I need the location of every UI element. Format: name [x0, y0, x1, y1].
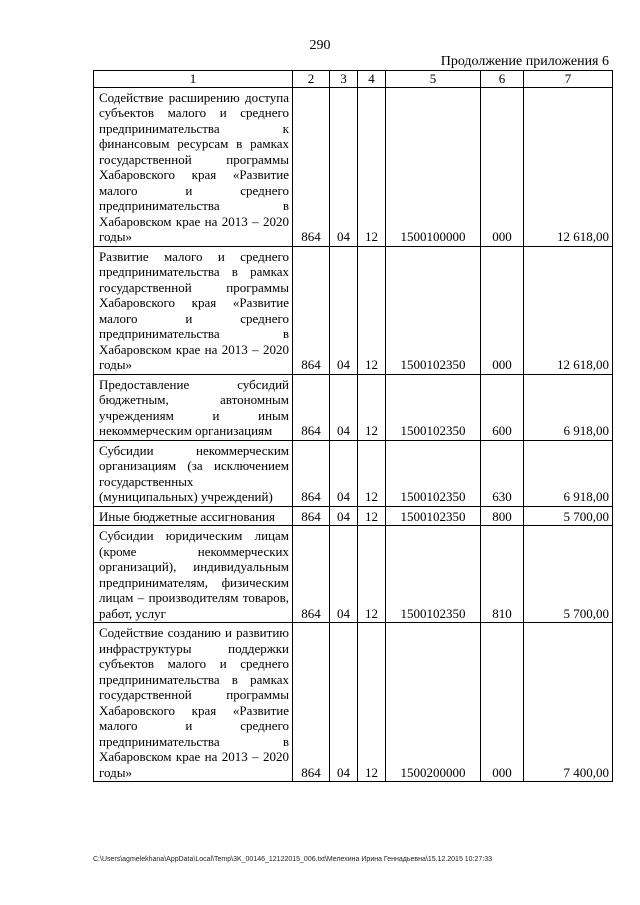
row-ministry-code: 864: [293, 87, 330, 246]
table-row: [94, 440, 613, 506]
row-expense-type: 000: [481, 87, 524, 246]
row-section: 04: [330, 623, 358, 782]
header-col-5: 5: [386, 71, 481, 88]
page-number: 290: [309, 38, 331, 53]
row-ministry-code: 864: [293, 526, 330, 623]
header-col-7: 7: [524, 71, 613, 88]
row-expense-type: 000: [481, 246, 524, 374]
row-ministry-code: 864: [293, 246, 330, 374]
row-section: 04: [330, 506, 358, 526]
row-subsection: 12: [358, 506, 386, 526]
table-row: [94, 506, 613, 526]
row-expense-type: 630: [481, 440, 524, 506]
row-target-article: 1500102350: [386, 246, 481, 374]
header-col-1: 1: [94, 71, 293, 88]
table-row: [94, 526, 613, 623]
row-section: 04: [330, 374, 358, 440]
row-section: 04: [330, 440, 358, 506]
header-col-3: 3: [330, 71, 358, 88]
row-section: 04: [330, 246, 358, 374]
row-expense-type: 800: [481, 506, 524, 526]
row-expense-type: 000: [481, 623, 524, 782]
row-amount: 6 918,00: [524, 440, 613, 506]
row-expense-type: 810: [481, 526, 524, 623]
row-amount: 12 618,00: [524, 246, 613, 374]
row-subsection: 12: [358, 526, 386, 623]
row-section: 04: [330, 87, 358, 246]
row-target-article: 1500102350: [386, 440, 481, 506]
row-target-article: 1500102350: [386, 526, 481, 623]
budget-table: [93, 70, 613, 782]
row-target-article: 1500102350: [386, 506, 481, 526]
row-ministry-code: 864: [293, 506, 330, 526]
row-amount: 12 618,00: [524, 87, 613, 246]
row-name: Иные бюджетные ассигнования: [94, 506, 293, 526]
header-col-4: 4: [358, 71, 386, 88]
table-row: [94, 246, 613, 374]
row-target-article: 1500100000: [386, 87, 481, 246]
continuation-label: Продолжение приложения 6: [440, 54, 609, 69]
row-name: Субсидии юридическим лицам (кроме некоммерческих организаций), индивидуальным предпринимателям, физическим лицам – производителям товаров, работ, услуг: [94, 526, 293, 623]
row-amount: 7 400,00: [524, 623, 613, 782]
row-section: 04: [330, 526, 358, 623]
row-ministry-code: 864: [293, 440, 330, 506]
row-amount: 5 700,00: [524, 506, 613, 526]
table-row: [94, 374, 613, 440]
row-name: Содействие расширению доступа субъектов малого и среднего предпринимательства к финансовым ресурсам в рамках государственной программы Хабаровского края «Развитие малого и среднего предпринимательства в Хабаровском крае на 2013 – 2020 годы»: [94, 87, 293, 246]
header-col-2: 2: [293, 71, 330, 88]
table-row: [94, 87, 613, 246]
row-target-article: 1500102350: [386, 374, 481, 440]
row-subsection: 12: [358, 623, 386, 782]
row-subsection: 12: [358, 246, 386, 374]
row-amount: 6 918,00: [524, 374, 613, 440]
file-path-footer: C:\Users\agmelekhana\AppData\Local\Temp\3K_00146_12122015_006.txt\Мелехина Ирина Геннадьевна\15.12.2015 10:27:33: [93, 856, 493, 863]
row-ministry-code: 864: [293, 374, 330, 440]
row-target-article: 1500200000: [386, 623, 481, 782]
table-row: [94, 623, 613, 782]
row-amount: 5 700,00: [524, 526, 613, 623]
row-subsection: 12: [358, 440, 386, 506]
row-expense-type: 600: [481, 374, 524, 440]
header-col-6: 6: [481, 71, 524, 88]
row-ministry-code: 864: [293, 623, 330, 782]
row-name: Предоставление субсидий бюджетным, автономным учреждениям и иным некоммерческим организациям: [94, 374, 293, 440]
row-name: Содействие созданию и развитию инфраструктуры поддержки субъектов малого и среднего предпринимательства в рамках государственной программы Хабаровского края «Развитие малого и среднего предпринимательства в Хабаровском крае на 2013 – 2020 годы»: [94, 623, 293, 782]
row-name: Субсидии некоммерческим организациям (за исключением государственных (муниципальных) учреждений): [94, 440, 293, 506]
row-name: Развитие малого и среднего предпринимательства в рамках государственной программы Хабаровского края «Развитие малого и среднего предпринимательства в Хабаровском крае на 2013 – 2020 годы»: [94, 246, 293, 374]
row-subsection: 12: [358, 87, 386, 246]
table-header-row: [94, 71, 613, 88]
row-subsection: 12: [358, 374, 386, 440]
